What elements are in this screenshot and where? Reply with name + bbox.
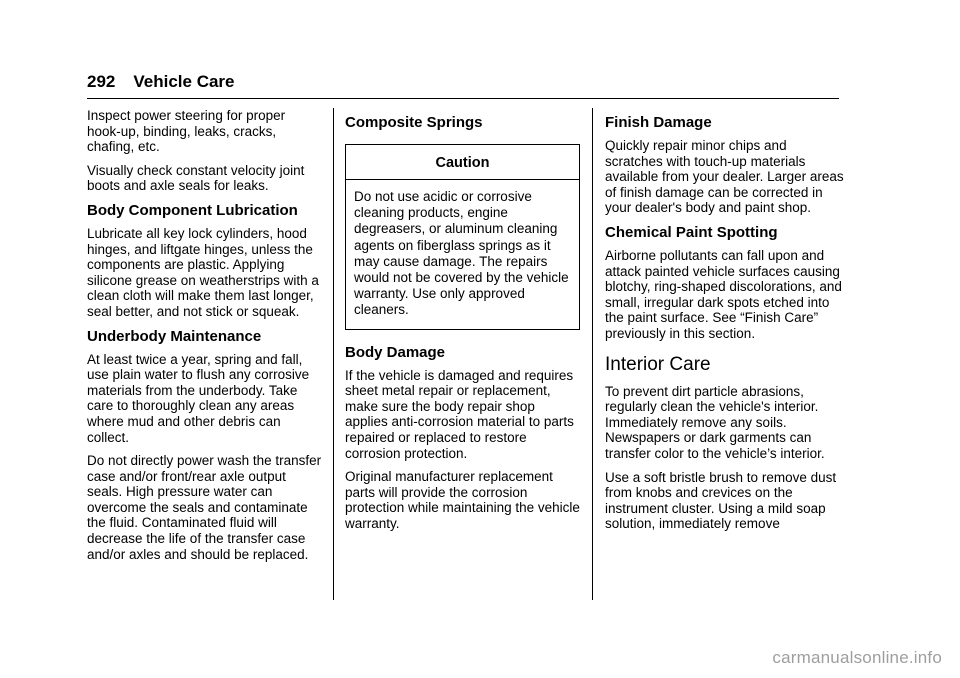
heading-finish-damage: Finish Damage (605, 114, 712, 131)
paragraph: Airborne pollutants can fall upon and attack painted vehicle surfaces causing blotchy, ring-shaped discolorations, and small, irregular dark spots etched into the paint surface. See “Finish Care” previously in this section. (605, 247, 842, 341)
column-2 (345, 108, 580, 540)
heading-underbody-maintenance: Underbody Maintenance (87, 327, 262, 345)
heading-interior-care: Interior Care (605, 353, 711, 375)
section-title: Vehicle Care (133, 72, 235, 91)
heading-composite-springs: Composite Springs (345, 114, 483, 131)
caution-text: Do not use acidic or corrosive cleaning products, engine degreasers, or aluminum cleaning agents on fiberglass springs as it may cause damage. The repairs would not be covered by the vehicle warranty. Use only approved cleaners. (354, 189, 569, 318)
watermark: carmanualsonline.info (772, 648, 942, 667)
paragraph: At least twice a year, spring and fall, use plain water to flush any corrosive materials from the underbody. Take care to thoroughly clean any areas where mud and other debris can collect. (87, 351, 310, 445)
heading-chemical-paint-spotting: Chemical Paint Spotting (605, 223, 778, 241)
paragraph: Inspect power steering for proper hook-up, binding, leaks, cracks, chafing, etc. (87, 108, 286, 155)
paragraph: To prevent dirt particle abrasions, regularly clean the vehicle's interior. Immediately remove any soils. Newspapers or dark garments can transfer color to the vehicle’s interior. (605, 383, 825, 461)
page-number: 292 (87, 72, 116, 91)
paragraph: Visually check constant velocity joint boots and axle seals for leaks. (87, 162, 305, 194)
paragraph: Original manufacturer replacement parts will provide the corrosion protection while maintaining the vehicle warranty. (345, 469, 580, 531)
column-divider-2 (592, 108, 593, 600)
header-divider (87, 98, 839, 99)
paragraph: If the vehicle is damaged and requires sheet metal repair or replacement, make sure the body repair shop applies anti-corrosion material to parts repaired or replaced to restore corrosion protection. (345, 367, 574, 461)
page-header (87, 72, 235, 96)
paragraph: Use a soft bristle brush to remove dust from knobs and crevices on the instrument cluster. Using a mild soap solution, immediately remove (605, 469, 837, 532)
column-1 (87, 108, 322, 570)
column-divider-1 (333, 108, 334, 600)
paragraph: Do not directly power wash the transfer case and/or front/rear axle output seals. High pressure water can overcome the seals and contaminate the fluid. Contaminated fluid will decrease the life of the transfer case and/or axles and should be replaced. (87, 453, 322, 562)
heading-body-component-lubrication: Body Component Lubrication (87, 201, 298, 219)
paragraph: Quickly repair minor chips and scratches with touch-up materials available from your dealer. Larger areas of finish damage can be corrected in your dealer's body and paint shop. (605, 138, 844, 216)
paragraph: Lubricate all key lock cylinders, hood hinges, and liftgate hinges, unless the components are plastic. Applying silicone grease on weatherstrips with a clean cloth will make them last longer, seal better, and not stick or squeak. (87, 225, 319, 319)
caution-title: Caution (346, 145, 579, 180)
column-3 (605, 108, 845, 540)
caution-box (345, 144, 580, 330)
heading-body-damage: Body Damage (345, 343, 446, 361)
